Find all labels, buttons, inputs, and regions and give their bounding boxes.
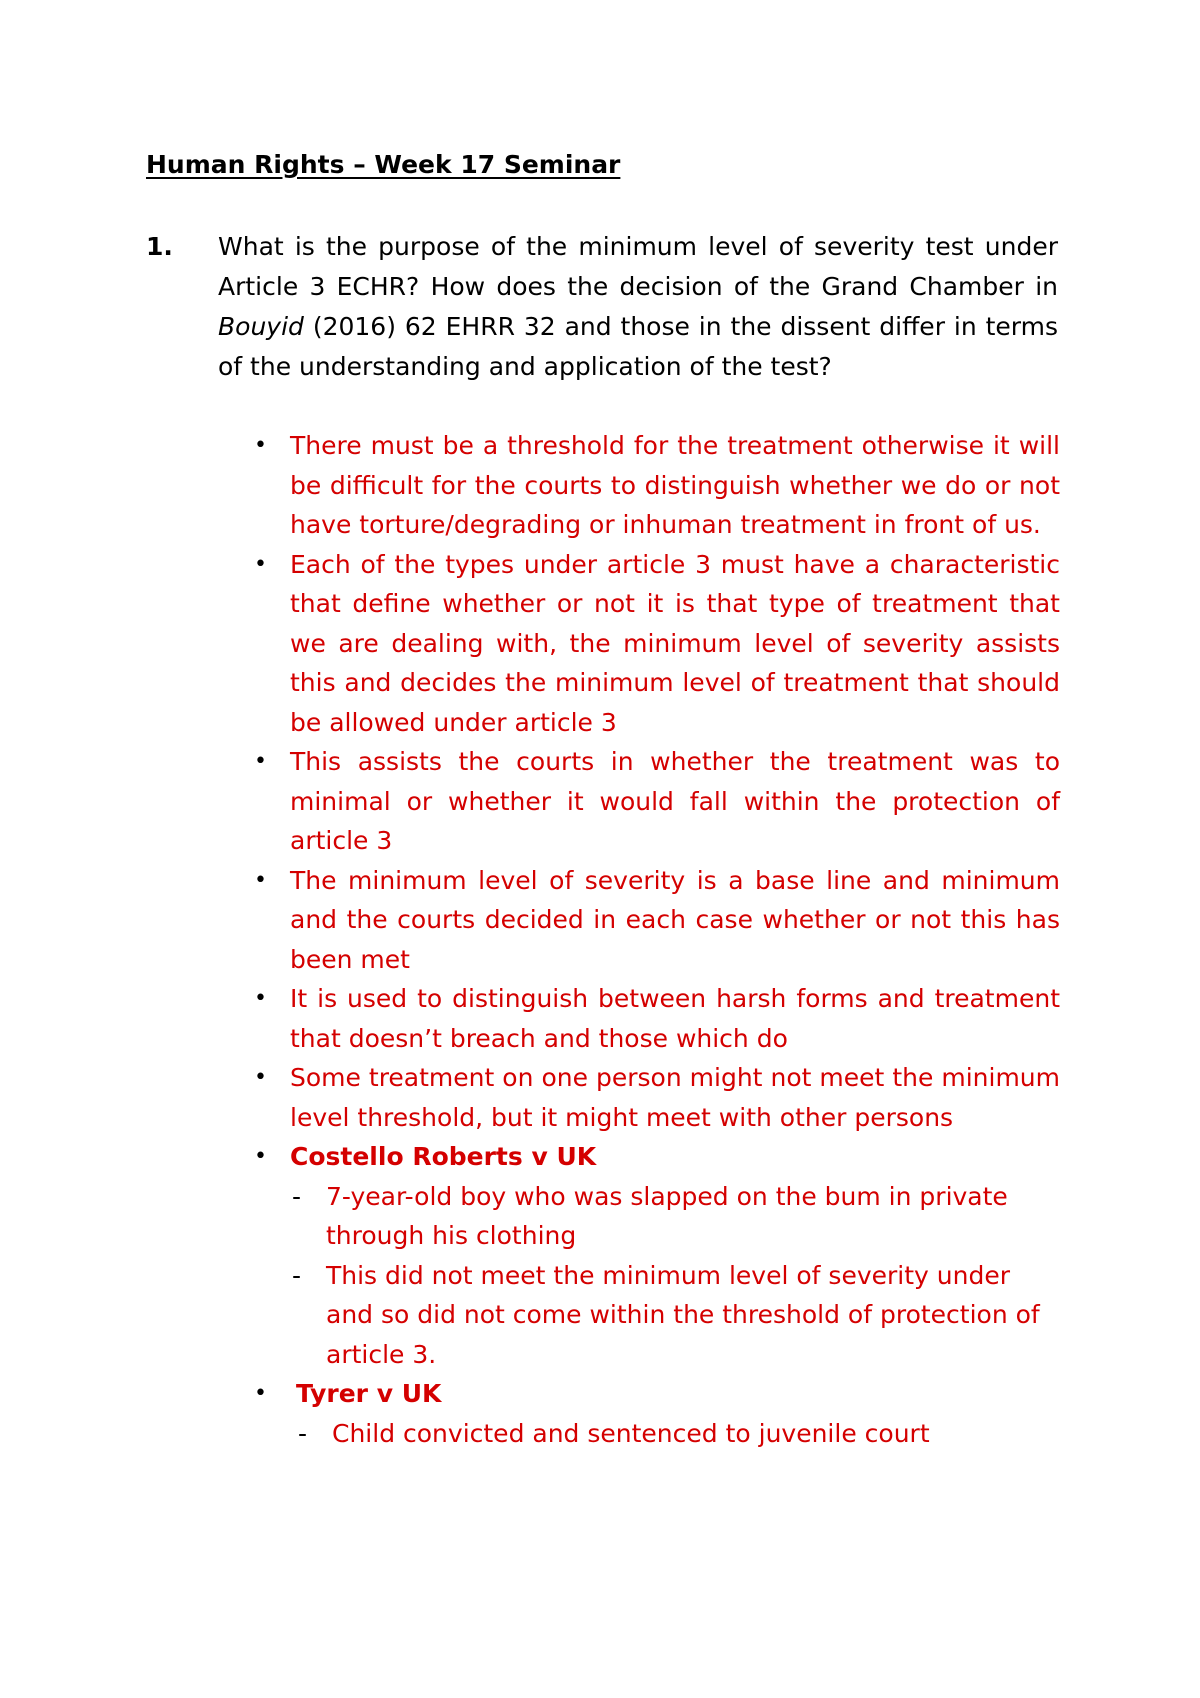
document-title: Human Rights – Week 17 Seminar [146, 150, 621, 179]
case-point: - Child convicted and sentenced to juvenile court [332, 1414, 1066, 1454]
case-points [326, 1177, 1060, 1375]
answer-bullet: • Some treatment on one person might not meet the minimum level threshold, but it might meet with other persons [290, 1058, 1060, 1137]
answer-bullet: • Each of the types under article 3 must have a characteristic that define whether or not it is that type of treatment that we are dealing with, the minimum level of severity assists this and decides the minimum level of treatment that should be allowed under article 3 [290, 545, 1060, 743]
answer-bullet: • This assists the courts in whether the treatment was to minimal or whether it would fall within the protection of article 3 [290, 742, 1060, 861]
question-number: 1. [146, 232, 173, 261]
case-points [332, 1414, 1066, 1454]
case-point: - 7-year-old boy who was slapped on the bum in private through his clothing [326, 1177, 1060, 1256]
question-text-part-1: What is the purpose of the minimum level of severity test under Article 3 ECHR? How does the decision of the Grand Chamber in [218, 232, 1058, 301]
case-bullet-costello-roberts [290, 1137, 1060, 1374]
answer-bullet: • There must be a threshold for the treatment otherwise it will be difficult for the courts to distinguish whether we do or not have torture/degrading or inhuman treatment in front of us. [290, 426, 1060, 545]
case-point: - This did not meet the minimum level of severity under and so did not come within the threshold of protection of article 3. [326, 1256, 1060, 1375]
case-name: Tyrer v UK [296, 1379, 442, 1408]
question-text [218, 227, 1058, 387]
answer-bullet-list [290, 426, 1060, 1453]
case-bullet-tyrer [290, 1374, 1060, 1453]
case-name: Costello Roberts v UK [290, 1142, 597, 1171]
question-1 [146, 227, 1058, 387]
question-case-name: Bouyid [218, 312, 304, 341]
answer-bullet: • It is used to distinguish between harsh forms and treatment that doesn’t breach and those which do [290, 979, 1060, 1058]
question-text-part-2: (2016) 62 EHRR 32 and those in the dissent differ in terms of the understanding and application of the test? [218, 312, 1058, 381]
answer-bullet: • The minimum level of severity is a base line and minimum and the courts decided in each case whether or not this has been met [290, 861, 1060, 980]
